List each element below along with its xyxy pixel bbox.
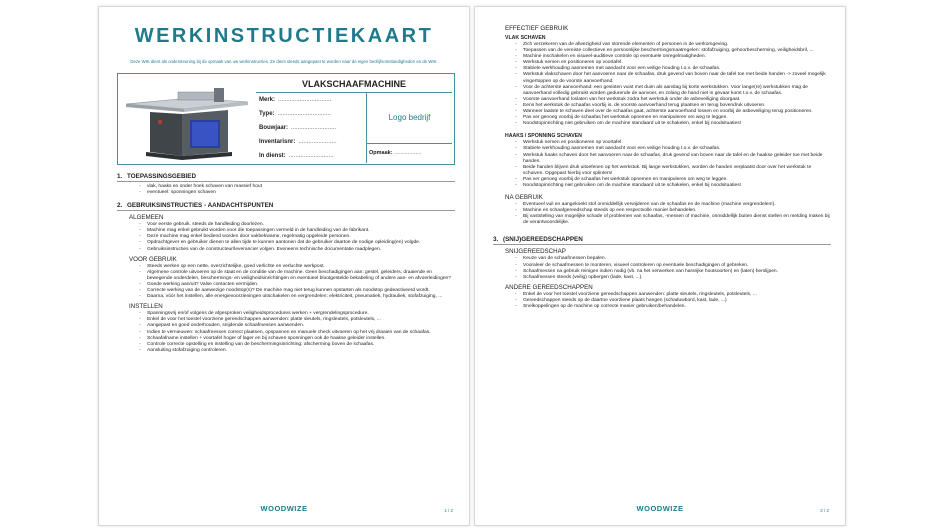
- list-item: - Goede werking aan/uit? Valse contacten vermijden.: [147, 282, 455, 288]
- list-item: - Gereedschappen steeds op de daartoe voorziene plaats hangen (schaduwbord, kast, lade, ...): [523, 298, 831, 304]
- list-item: - Noodstopinrichting niet gebruiken om de machine standaard uit te schakelen, enkel bij noodsituaties!: [523, 183, 831, 189]
- list-item: - Aansluiting stofafzuiging controleren.: [147, 348, 455, 354]
- subsection-heading: VOOR GEBRUIK: [129, 255, 177, 263]
- subsection-heading: ANDERE GEREEDSCHAPPEN: [505, 283, 593, 291]
- na-gebruik-list: [493, 202, 831, 226]
- list-item: - Enkel de voor het toestel voorziene gereedschappen aanwenden: platte sleutels, ringsleutels, potsleutels, ...: [147, 317, 455, 323]
- list-item: - Stabiele werkhouding aannemen met aandacht voor een veilige houding t.o.v. de schaafas.: [523, 66, 831, 72]
- section-heading: 3. (SNIJ)GEREEDSCHAPPEN: [493, 234, 831, 245]
- field-merk: Merk: ................................: [259, 97, 332, 103]
- list-item: - Toepassen van de vereiste collectieve en persoonlijke beschermingsmaatregelen: stofafzuiging, gehoorbescherming, veiligheidsbril, ...: [523, 48, 831, 54]
- list-item: - Controle correcte opstelling en instelling van de beschermingsinrichting: afscherming boven de schaafas.: [147, 342, 455, 348]
- list-item: - Keuze van de schaafmessen bepalen.: [523, 256, 831, 262]
- list-item: - Pas ver genoeg voorbij de schaafas het werkstuk opnemen en manipuleren om weg te leggen.: [523, 115, 831, 121]
- section-heading: 2. GEBRUIKSINSTRUCTIES - AANDACHTSPUNTEN: [117, 200, 455, 211]
- page-number: 1 / 2: [444, 508, 453, 513]
- field-inventarisnr: Inventarisnr: .......................: [259, 139, 337, 145]
- list-item: - Enkel de voor het toestel voorziene gereedschappen aanwenden: platte sleutels, ringsleutels, potsleutels, ...: [523, 292, 831, 298]
- toepassing-list: [117, 184, 455, 196]
- list-item: - Daarna, vóór het instellen, alle energievoorzieningen uitschakelen en vergrendelen: elektriciteit, pneumatiek, hydrauliek, stofafzuiging, ...: [147, 294, 455, 300]
- list-item: - Schaafmessen steeds (veilig) opbergen (lade, kast, ...).: [523, 275, 831, 281]
- list-item: - Eventueel vuil en aangekoekt stof onmiddellijk verwijderen van de schaafas en de machine (machine vergrendelen!).: [523, 202, 831, 208]
- document-page-2: [474, 6, 846, 526]
- planer-machine-image: [120, 76, 254, 162]
- list-item: - Wanneer laatste te schaven deel over de schaafas gaat, achterste aanvoerhand lossen en voorbij de asbeveiliging terug positioneren.: [523, 109, 831, 115]
- list-item: - Algemene controle uitvoeren op de staat en de conditie van de machine. Geen beschadigingen aan: gestel, geleiders, draaiende en bewegende onderdelen, beschermings- en veiligheidsinrichtingen en eventueel blootgestelde bekabeling of andere aan- en afvoerleidingen?: [147, 270, 455, 282]
- list-item: - Machine mag enkel gebruikt worden voor die toepassingen vermeld in de handleiding van de fabrikant.: [147, 228, 455, 234]
- list-item: - Steeds werken op een nette, overzichtelijke, goed verlichte en verluchte werkpost.: [147, 264, 455, 270]
- subsection-heading: HAAKS / SPONNING SCHAVEN: [505, 133, 582, 140]
- woodwize-logo: WOODWIZE: [260, 504, 308, 513]
- company-logo-placeholder: Logo bedrijf: [367, 93, 452, 144]
- list-item: - Bij vaststelling van mogelijke schade of problemen van schaafas, -messen of machine, onmiddellijk buiten dienst stellen en melding maken bij de verantwoordelijke.: [523, 214, 831, 226]
- document-title: WERKINSTRUCTIEKAART: [134, 25, 434, 47]
- list-item: - Werkstuk vlakschaven door het aanvoeren naar de schaafas, druk gevend van boven naar de tafel toe met beide handen -> zoveel mogelijk vingertoppen op de voorste aanvoerhand.: [523, 72, 831, 84]
- machine-fields: [256, 93, 367, 163]
- subsection-heading: INSTELLEN: [129, 303, 163, 311]
- list-item: - Snelkoppelingen op de machine op correcte manier gebruiken/behandelen.: [523, 304, 831, 310]
- page-number: 2 / 2: [820, 508, 829, 513]
- list-item: - Vooraleer de schaafmessen te monteren, visueel controleren op eventuele beschadigingen of gebreken.: [523, 263, 831, 269]
- field-bouwjaar: Bouwjaar: ...........................: [259, 125, 337, 131]
- vlak-schaven-list: [493, 42, 831, 127]
- list-item: - vlak, haaks en onder hoek schaven van massief hout: [147, 184, 455, 190]
- list-item: - Aangepast en goed onderhouden, snijdende schaafmessen aanwenden.: [147, 323, 455, 329]
- list-item: - Deze machine mag enkel bediend worden door vakbekwame, regelmatig opgeleide personen.: [147, 234, 455, 240]
- subsection-heading: SNIJGEREEDSCHAP: [505, 248, 566, 256]
- section-heading: 1. TOEPASSINGSGEBIED: [117, 171, 455, 182]
- snijgereedschap-list: [493, 256, 831, 280]
- list-item: - Machine inschakelen en visueel-auditieve controle op eventuele onregelmatigheden.: [523, 54, 831, 60]
- instellen-list: [117, 311, 455, 354]
- field-type: Type: ................................: [259, 111, 331, 117]
- page1-content: [117, 171, 455, 354]
- list-item: - Schaafafname instellen + voortafel hoger of lager en bij schaven sponningen ook de haakse geleider instellen.: [147, 336, 455, 342]
- list-item: - Machine en schaafgereedschap steeds op een respectvolle manier behandelen.: [523, 208, 831, 214]
- field-opmaak: Opmaak: ..................: [369, 150, 422, 156]
- page2-content: [493, 25, 831, 310]
- field-in-dienst: In dienst: ...........................: [259, 153, 334, 159]
- list-item: - Spanningsvrij en/of volgens de afgesproken veiligheidsprocedures werken + vergrendelingsprocedure.: [147, 311, 455, 317]
- list-item: - Werkstuk nemen en positioneren op voortafel.: [523, 60, 831, 66]
- list-item: - Indien te vernieuwen: schaafmessen correct plaatsen, opspannen en manuele check uitvoeren op het vrij draaien van de schaafas.: [147, 330, 455, 336]
- list-item: - Schaafmessen na gebruik reinigen indien nodig (vb. na het verwerken van harsrijke houtsoorten) en (laten) herslijpen.: [523, 269, 831, 275]
- list-item: - Correcte werking van de aanwezige noodstop(s)? De machine mag niet terug kunnen opstarten als noodstop gedeactiveerd wordt.: [147, 288, 455, 294]
- list-item: - Opdrachtgever en gebruiker dienen te allen tijde te kunnen aantonen dat de gebruiker daartoe de nodige opleiding(en) volgde.: [147, 240, 455, 246]
- list-item: - Pas ver genoeg voorbij de schaafas het werkstuk opnemen en manipuleren om weg te leggen.: [523, 177, 831, 183]
- list-item: - Voor eerste gebruik, steeds de handleiding doorlezen.: [147, 222, 455, 228]
- voor-gebruik-list: [117, 264, 455, 301]
- list-item: - Stabiele werkhouding aannemen met aandacht voor een veilige houding t.o.v. de schaafas.: [523, 146, 831, 152]
- list-item: - Gebruiksinstructies van de constructeur/leverancier volgen. Eveneens technische documentatie raadplegen.: [147, 247, 455, 253]
- machine-name: VLAKSCHAAFMACHINE: [256, 76, 452, 93]
- list-item: - Noodstopinrichting niet gebruiken om de machine standaard uit te schakelen, enkel bij noodsituaties!: [523, 121, 831, 127]
- woodwize-logo: WOODWIZE: [636, 504, 684, 513]
- subsection-heading: EFFECTIEF GEBRUIK: [505, 25, 569, 32]
- andere-gereedschappen-list: [493, 292, 831, 310]
- list-item: - Zich verzekeren van de afwezigheid van storende elementen of personen in de werkomgeving.: [523, 42, 831, 48]
- algemeen-list: [117, 222, 455, 252]
- document-subtitle: Deze WIK dient als ondersteuning bij de opmaak van uw werkinstructies. Ze dient steeds aangepast te worden naar de eigen bedrijfsomstandigheden en de WIK.: [130, 59, 438, 64]
- list-item: - Beide handen blijven druk uitoefenen op het werkstuk. Bij lange werkstukken, worden de handen verplaatst door over het werkstuk te schuiven. Opgepast hierbij voor splinters!: [523, 165, 831, 177]
- list-item: - Werkstuk haaks schaven door het aanvoeren naar de schaafas, druk gevend van boven naar de tafel en de haakse geleider toe met beide handen.: [523, 153, 831, 165]
- subsection-heading: VLAK SCHAVEN: [505, 35, 546, 41]
- list-item: - eventueel: sponningen schaven: [147, 190, 455, 196]
- list-item: - Eens het werkstuk de schaafas voorbij is, de voorste aanvoerhand terug plaatsen en terug bovendruk uitvoeren.: [523, 103, 831, 109]
- list-item: - Voorste aanvoerhand loslaten van het werkstuk zodra het werkstuk onder de asbeveiliging doorgaat.: [523, 97, 831, 103]
- haaks-schaven-list: [493, 140, 831, 189]
- list-item: - Voor de achterste aanvoerhand: een gesloten vuist met duim als aanslag bij korte werkstukken. Voor lange(re) werkstukken mag de aanvoerhand volledig gebruikt worden gedurende de aanvoer, en zolang de hand niet in gevaar komt t.o.v. de schaafas.: [523, 85, 831, 97]
- machine-info-card: [117, 73, 455, 165]
- subsection-heading: NA GEBRUIK: [505, 194, 543, 202]
- list-item: - Werkstuk nemen en positioneren op voortafel.: [523, 140, 831, 146]
- document-page-1: [98, 6, 470, 526]
- subsection-heading: ALGEMEEN: [129, 214, 164, 222]
